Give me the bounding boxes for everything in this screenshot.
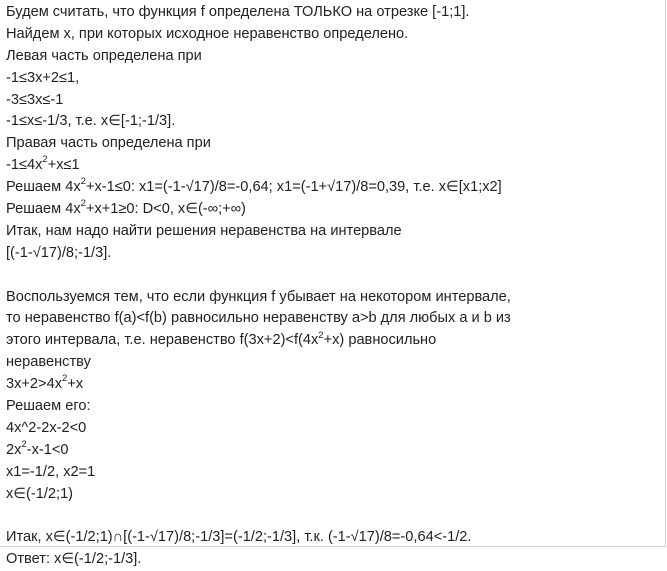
exponent: 2 bbox=[62, 373, 68, 385]
text-line: -3≤3x≤-1 bbox=[6, 91, 64, 108]
text-run: +x≤1 bbox=[47, 157, 80, 174]
text-line: Будем считать, что функция f определена ТОЛЬКО на отрезке [-1;1]. bbox=[6, 4, 470, 20]
blank-line bbox=[6, 505, 661, 527]
blank-line bbox=[6, 265, 661, 287]
text-run: +x bbox=[67, 376, 84, 393]
text-line: x∈(-1/2;1) bbox=[6, 485, 74, 502]
text-run: +x+1≥0: D<0, x∈(-∞;+∞) bbox=[85, 201, 246, 218]
text-line: [(-1-√17)/8;-1/3]. bbox=[6, 244, 112, 261]
text-line: Итак, x∈(-1/2;1)∩[(-1-√17)/8;-1/3]=(-1/2;-1/3], т.к. (-1-√17)/8=-0,64<-1/2. bbox=[6, 529, 472, 546]
text-line bbox=[6, 155, 661, 177]
text-run: 2x bbox=[6, 441, 22, 458]
text-line: Найдем x, при которых исходное неравенство определено. bbox=[6, 25, 409, 42]
text-run: этого интервала, т.е. неравенство f(3x+2)<f(4x bbox=[6, 332, 319, 349]
text-line bbox=[6, 440, 661, 462]
text-line: x1=-1/2, x2=1 bbox=[6, 463, 96, 480]
text-line: 4x^2-2x-2<0 bbox=[6, 419, 87, 436]
text-run: -1≤4x bbox=[6, 157, 43, 174]
exponent: 2 bbox=[80, 198, 86, 210]
text-line: Правая часть определена при bbox=[6, 135, 211, 152]
answer-line: Ответ: x∈(-1/2;-1/3]. bbox=[6, 551, 142, 568]
text-line bbox=[6, 199, 661, 221]
text-run: Решаем 4x bbox=[6, 201, 81, 218]
text-run: +x) равносильно bbox=[323, 332, 437, 349]
exponent: 2 bbox=[42, 154, 48, 166]
text-run: 3x+2>4x bbox=[6, 376, 62, 393]
text-run: Решаем 4x bbox=[6, 179, 81, 196]
text-line: Итак, нам надо найти решения неравенства на интервале bbox=[6, 222, 402, 239]
text-line: -1≤x≤-1/3, т.е. x∈[-1;-1/3]. bbox=[6, 113, 176, 130]
text-line: -1≤3x+2≤1, bbox=[6, 69, 80, 86]
text-line: Решаем его: bbox=[6, 398, 91, 415]
solution-text bbox=[6, 2, 661, 571]
text-run: -x-1<0 bbox=[26, 441, 69, 458]
exponent: 2 bbox=[80, 176, 86, 188]
text-line: неравенству bbox=[6, 354, 91, 371]
text-line: то неравенство f(a)<f(b) равносильно неравенству a>b для любых a и b из bbox=[6, 310, 511, 327]
text-line bbox=[6, 177, 661, 199]
text-line: Воспользуемся тем, что если функция f убывает на некотором интервале, bbox=[6, 288, 511, 305]
exponent: 2 bbox=[318, 329, 324, 341]
text-run: +x-1≤0: x1=(-1-√17)/8=-0,64; x1=(-1+√17)/8=0,39, т.е. x∈[x1;x2] bbox=[85, 179, 502, 196]
text-line: Левая часть определена при bbox=[6, 47, 202, 64]
text-line bbox=[6, 330, 661, 352]
text-line bbox=[6, 374, 661, 396]
exponent: 2 bbox=[21, 438, 27, 450]
